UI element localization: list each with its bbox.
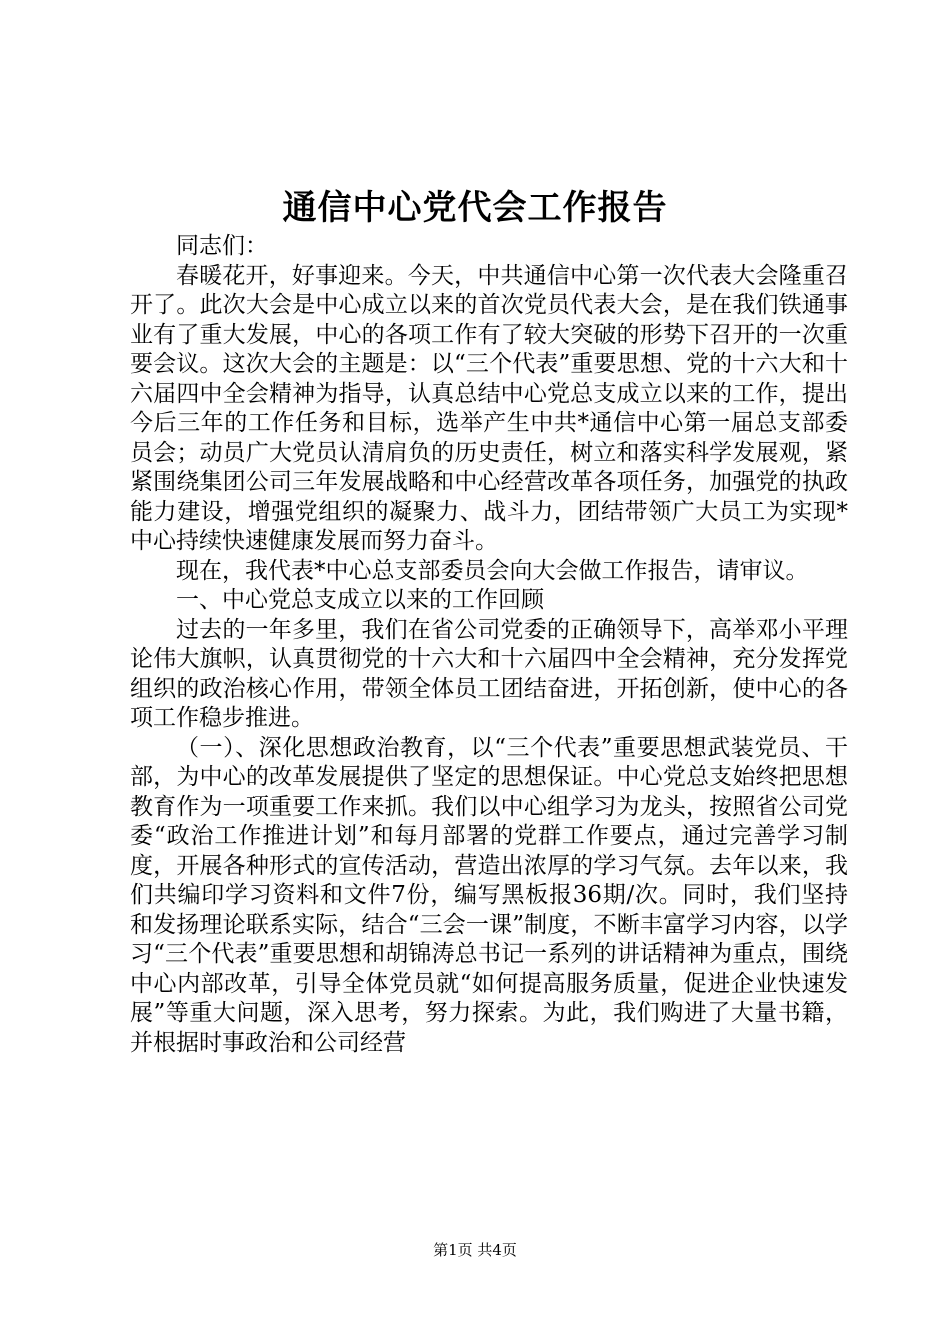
opening-paragraph: 春暖花开，好事迎来。今天，中共通信中心第一次代表大会隆重召开了。此次大会是中心成立以来的首次党员代表大会，是在我们铁通事业有了重大发展，中心的各项工作有了较大突破的形势下召开的一次重要会议。这次大会的主题是：以“三个代表”重要思想、党的十六大和十六届四中全会精神为指导，认真总结中心党总支成立以来的工作，提出今后三年的工作任务和目标，选举产生中共*通信中心第一届总支部委员会；动员广大党员认清肩负的历史责任，树立和落实科学发展观，紧紧围绕集团公司三年发展战略和中心经营改革各项任务，加强党的执政能力建设，增强党组织的凝聚力、战斗力，团结带领广大员工为实现*中心持续快速健康发展而努力奋斗。 (130, 262, 848, 554)
document-title: 通信中心党代会工作报告 (282, 188, 668, 228)
report-intro-paragraph: 现在，我代表*中心总支部委员会向大会做工作报告，请审议。 (176, 557, 809, 584)
page-footer: 第1页 共4页 (433, 1241, 517, 1259)
section-heading: 一、中心党总支成立以来的工作回顾 (176, 587, 544, 613)
subsection-paragraph: （一）、深化思想政治教育，以“三个代表”重要思想武装党员、干部，为中心的改革发展提供了坚定的思想保证。中心党总支始终把思想教育作为一项重要工作来抓。我们以中心组学习为龙头，按照省公司党委“政治工作推进计划”和每月部署的党群工作要点，通过完善学习制度，开展各种形式的宣传活动，营造出浓厚的学习气氛。去年以来，我们共编印学习资料和文件7份，编写黑板报36期/次。同时，我们坚持和发扬理论联系实际，结合“三会一课”制度，不断丰富学习内容，以学习“三个代表”重要思想和胡锦涛总书记一系列的讲话精神为重点，围绕中心内部改革，引导全体党员就“如何提高服务质量，促进企业快速发展”等重大问题，深入思考，努力探索。为此，我们购进了大量书籍，并根据时事政治和公司经营 (130, 734, 848, 1056)
document-body (130, 232, 848, 1058)
salutation-paragraph: 同志们： (176, 233, 268, 259)
review-paragraph: 过去的一年多里，我们在省公司党委的正确领导下，高举邓小平理论伟大旗帜，认真贯彻党的十六大和十六届四中全会精神，充分发挥党组织的政治核心作用，带领全体员工团结奋进，开拓创新，使中心的各项工作稳步推进。 (130, 616, 848, 731)
